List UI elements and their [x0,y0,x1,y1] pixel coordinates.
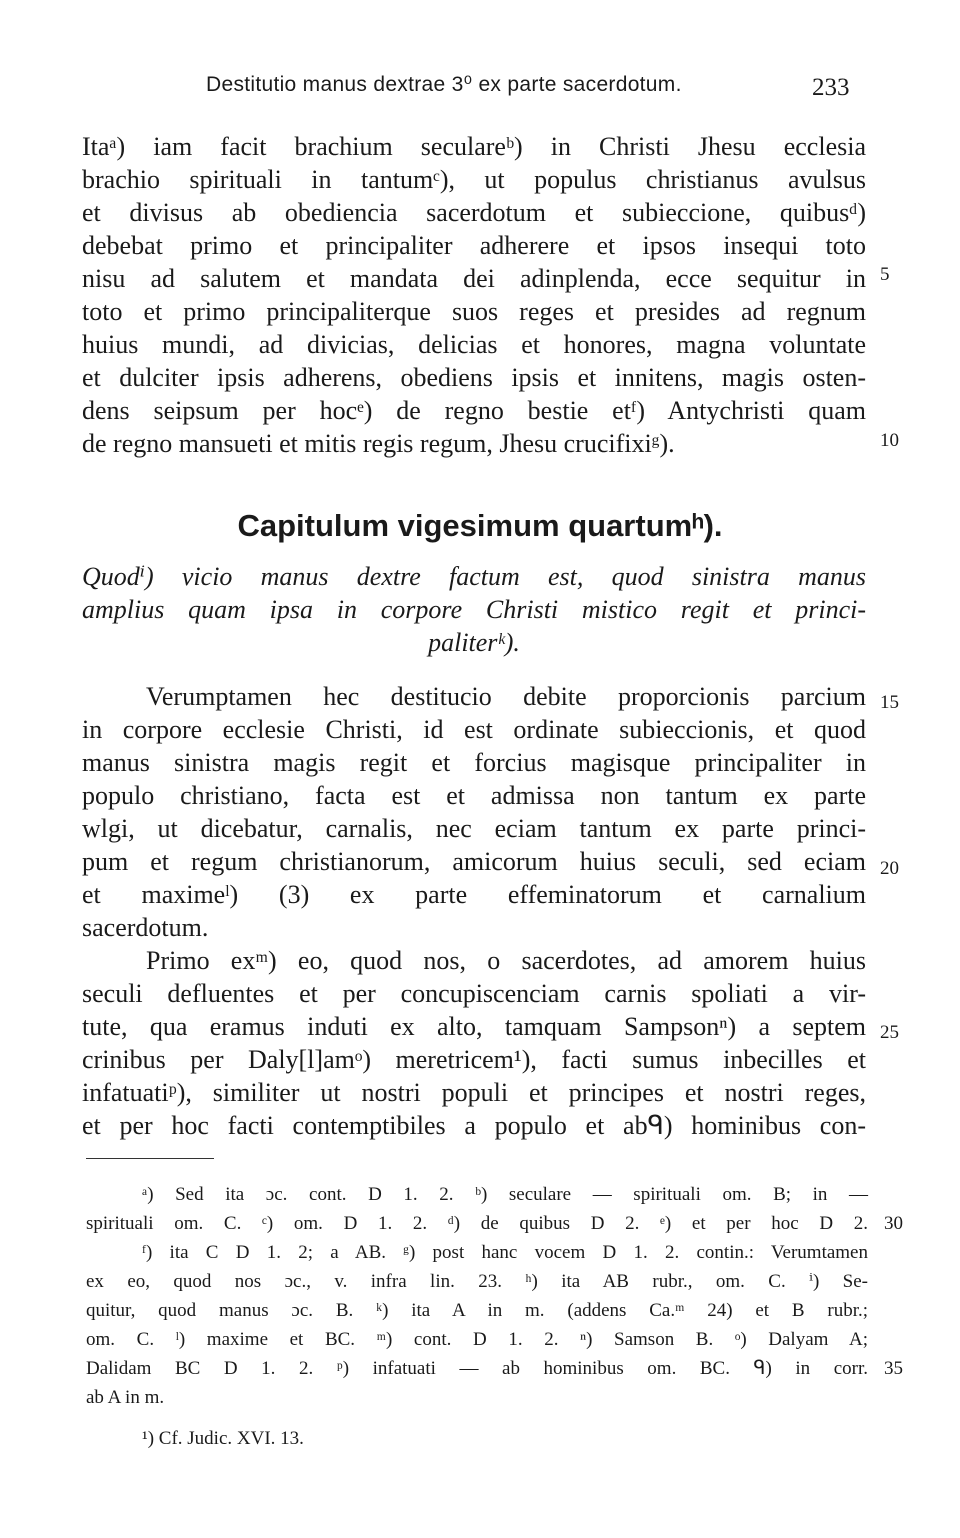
text-line: populo christiano, facta est et admissa non tantum ex parte [82,781,866,810]
footnote-line-number: 30 [884,1213,903,1234]
footnote-rule [86,1158,214,1159]
text-line: dens seipsum per hocᵉ) de regno bestie etᶠ) Antychristi quam [82,396,866,425]
paragraph-2 [82,680,866,944]
footnote-line: Dalidam BC D 1. 2. ᵖ) infatuati — ab hominibus om. BC. ᑫ) in corr. [86,1358,868,1379]
text-line: pum et regum christianorum, amicorum huius seculi, sed eciam [82,847,866,876]
text-line: seculi defluentes et per concupiscenciam carnis spoliati a vir- [82,979,866,1008]
footnote-line: spirituali om. C. ᶜ) om. D 1. 2. ᵈ) de quibus D 2. ᵉ) et per hoc D 2. [86,1213,868,1234]
text-line: Primo exᵐ) eo, quod nos, o sacerdotes, ad amorem huius [146,946,866,975]
chapter-summary [82,560,866,659]
text-line: et dulciter ipsis adherens, obediens ipsis et innitens, magis osten- [82,363,866,392]
text-line: sacerdotum. [82,913,209,942]
footnote-line-number: 35 [884,1358,903,1379]
text-line: et maximeˡ) (3) ex parte effeminatorum et carnalium [82,880,866,909]
line-number: 5 [880,264,890,285]
footnote-line: ab A in m. [86,1387,165,1408]
paragraph-3 [82,944,866,1142]
footnote-line: om. C. ˡ) maxime et BC. ᵐ) cont. D 1. 2. ⁿ) Samson B. ᵒ) Dalyam A; [86,1329,868,1350]
text-line: debebat primo et principaliter adherere et ipsos insequi toto [82,231,866,260]
text-line: in corpore ecclesie Christi, id est ordinate subieccionis, et quod [82,715,866,744]
text-line: wlgi, ut dicebatur, carnalis, nec eciam tantum ex parte princi- [82,814,866,843]
paragraph-1 [82,130,866,460]
footnote-line: quitur, quod manus ɔc. B. ᵏ) ita A in m. (addens Ca.ᵐ 24) et B rubr.; [86,1300,868,1321]
footnotes [86,1180,868,1412]
source-note-block [86,1424,868,1453]
line-number: 25 [880,1022,899,1043]
text-line: Itaᵃ) iam facit brachium seculareᵇ) in Christi Jhesu ecclesia [82,132,866,161]
summary-line: amplius quam ipsa in corpore Christi mistico regit et princi- [82,595,866,624]
text-line: nisu ad salutem et mandata dei adinplenda, ecce sequitur in [82,264,866,293]
page-number: 233 [812,74,850,101]
chapter-title: Capitulum vigesimum quartumʰ). [237,508,723,543]
text-line: manus sinistra magis regit et forcius magisque principaliter in [82,748,866,777]
line-number: 10 [880,430,899,451]
text-line: de regno mansueti et mitis regis regum, Jhesu crucifixiᵍ). [82,429,675,458]
text-line: crinibus per Daly[l]amᵒ) meretricem¹), facti sumus inbecilles et [82,1045,866,1074]
line-number: 15 [880,692,899,713]
text-line: huius mundi, ad divicias, delicias et honores, magna voluntate [82,330,866,359]
footnote-line: ᵃ) Sed ita ɔc. cont. D 1. 2. ᵇ) seculare — spirituali om. B; in — [142,1184,868,1205]
summary-line: Quodⁱ) vicio manus dextre factum est, quod sinistra manus [82,562,866,591]
text-line: et divisus ab obediencia sacerdotum et subieccione, quibusᵈ) [82,198,866,227]
text-line: infatuatiᵖ), similiter ut nostri populi et principes et nostri reges, [82,1078,866,1107]
source-note: ¹) Cf. Judic. XVI. 13. [142,1428,304,1449]
text-line: toto et primo principaliterque suos reges et presides ad regnum [82,297,866,326]
running-title: Destitutio manus dextrae 3⁰ ex parte sacerdotum. [206,73,682,96]
footnote-line: ex eo, quod nos ɔc., v. infra lin. 23. ʰ) ita AB rubr., om. C. ⁱ) Se- [86,1271,868,1292]
summary-line: paliterᵏ). [428,628,520,657]
line-number: 20 [880,858,899,879]
footnote-line: ᶠ) ita C D 1. 2; a AB. ᵍ) post hanc vocem D 1. 2. contin.: Verumtamen [142,1242,868,1263]
text-line: et per hoc facti contemptibiles a populo et abᑫ) hominibus con- [82,1111,866,1140]
text-line: brachio spirituali in tantumᶜ), ut populus christianus avulsus [82,165,866,194]
text-line: tute, qua eramus induti ex alto, tamquam Sampsonⁿ) a septem [82,1012,866,1041]
text-line: Verumptamen hec destitucio debite proporcionis parcium [146,682,866,711]
